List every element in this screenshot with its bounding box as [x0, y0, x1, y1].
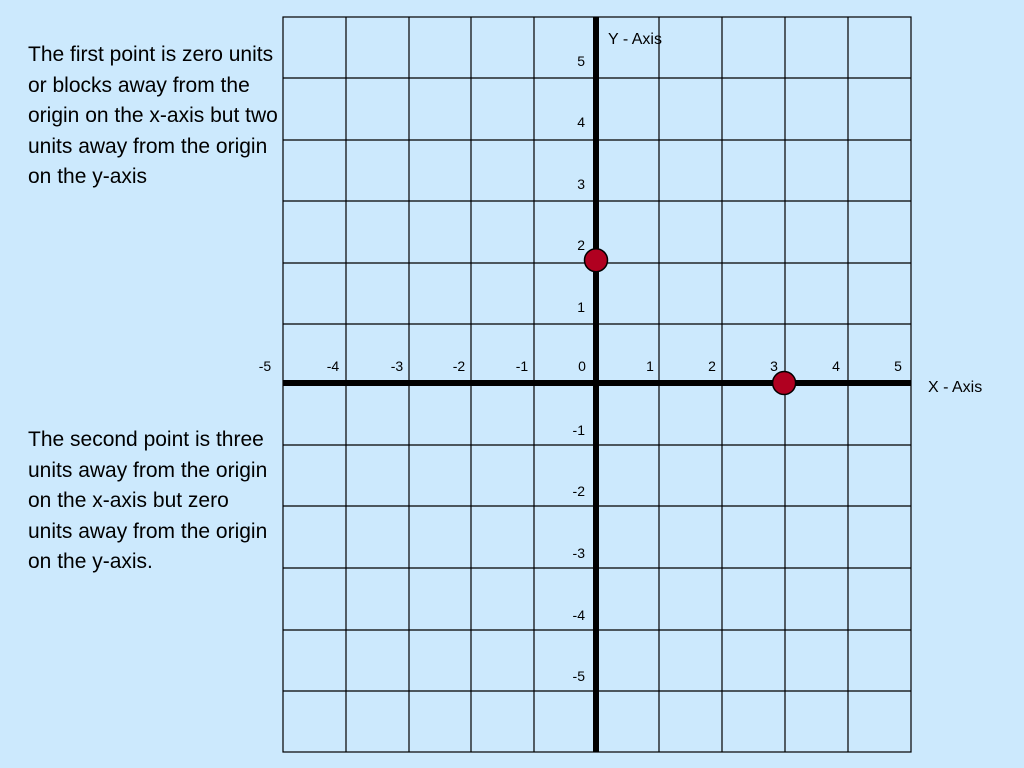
x-tick-label: -1	[515, 358, 529, 374]
x-tick-label: 4	[832, 358, 840, 374]
tick-labels	[259, 53, 902, 684]
data-point	[773, 372, 796, 395]
x-axis-title: X - Axis	[928, 379, 983, 396]
x-tick-label: -4	[326, 358, 340, 374]
y-tick-label: 3	[577, 176, 585, 192]
x-tick-label: 1	[646, 358, 654, 374]
x-tick-label: 2	[708, 358, 716, 374]
x-tick-label: -5	[258, 358, 272, 374]
y-tick-label: 4	[577, 114, 585, 130]
y-axis-title: Y - Axis	[608, 31, 662, 48]
y-tick-label: -2	[572, 483, 585, 499]
x-tick-label: 3	[770, 358, 778, 374]
y-tick-label: 2	[577, 237, 585, 253]
y-tick-label: -1	[572, 422, 585, 438]
data-point	[585, 249, 608, 272]
y-tick-label: 5	[577, 53, 585, 69]
first-point-description: The first point is zero units or blocks away from the origin on the x-axis but two units away from the origin on the y-axis	[28, 43, 278, 188]
x-tick-label: -2	[452, 358, 466, 374]
data-points	[585, 249, 796, 395]
second-point-description: The second point is three units away from the origin on the x-axis but zero units away from the origin on the y-axis.	[28, 428, 268, 573]
y-tick-label: 1	[577, 299, 585, 315]
x-tick-label: 0	[578, 358, 586, 374]
x-tick-label: 5	[894, 358, 902, 374]
x-tick-label: -3	[390, 358, 404, 374]
y-tick-label: -4	[572, 607, 585, 623]
y-tick-label: -3	[572, 545, 585, 561]
y-tick-label: -5	[572, 668, 585, 684]
axes	[283, 17, 911, 752]
